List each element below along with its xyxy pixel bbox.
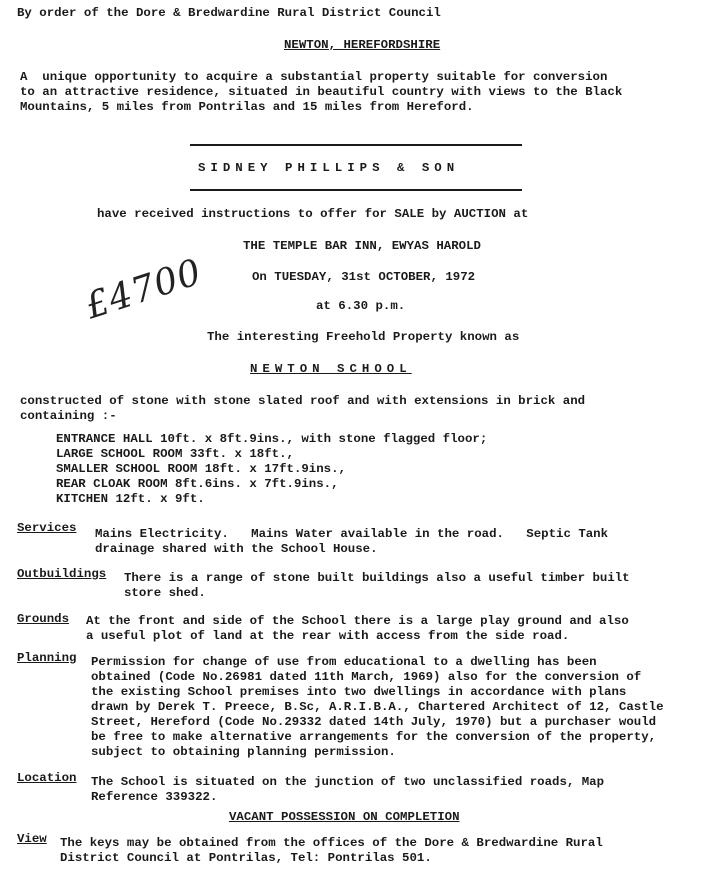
room-item: KITCHEN 12ft. x 9ft. (56, 492, 205, 506)
auction-date: On TUESDAY, 31st OCTOBER, 1972 (252, 270, 476, 284)
location-text (91, 775, 604, 805)
services-line: Mains Electricity. Mains Water available in the road. Septic Tank (95, 527, 609, 541)
grounds-line: At the front and side of the School there is a large play ground and also (86, 614, 629, 628)
auction-instructions: have received instructions to offer for SALE by AUCTION at (97, 207, 529, 221)
location-line: The School is situated on the junction of two unclassified roads, Map (91, 775, 605, 789)
planning-line: Street, Hereford (Code No.29332 dated 14th July, 1970) but a purchaser would (91, 715, 657, 729)
construction-line: constructed of stone with stone slated roof and with extensions in brick and (20, 394, 586, 408)
view-line: District Council at Pontrilas, Tel: Pontrilas 501. (60, 851, 432, 865)
location-label: Location (17, 771, 77, 785)
grounds-text (86, 614, 629, 644)
bottom-rule (190, 189, 522, 191)
services-line: drainage shared with the School House. (95, 542, 378, 556)
planning-line: the existing School premises into two dwellings in accordance with plans (91, 685, 627, 699)
view-label: View (17, 832, 47, 846)
services-text (95, 527, 608, 557)
planning-line: drawn by Derek T. Preece, B.Sc, A.R.I.B.A., Chartered Architect of 12, Castle (91, 700, 664, 714)
planning-line: be free to make alternative arrangements for the conversion of the property, (91, 730, 657, 744)
outbuildings-text (124, 571, 630, 601)
vacant-possession: VACANT POSSESSION ON COMPLETION (229, 810, 460, 824)
known-as-line: The interesting Freehold Property known as (207, 330, 520, 344)
outbuildings-label: Outbuildings (17, 567, 107, 581)
outbuildings-line: There is a range of stone built buildings also a useful timber built (124, 571, 630, 585)
grounds-label: Grounds (17, 612, 70, 626)
planning-label: Planning (17, 651, 77, 665)
room-item: REAR CLOAK ROOM 8ft.6ins. x 7ft.9ins., (56, 477, 339, 491)
planning-line: subject to obtaining planning permission. (91, 745, 396, 759)
construction-paragraph (20, 394, 585, 424)
auction-venue: THE TEMPLE BAR INN, EWYAS HAROLD (243, 239, 481, 253)
planning-line: obtained (Code No.26981 dated 11th March, 1969) also for the conversion of (91, 670, 642, 684)
top-rule (190, 144, 522, 146)
intro-line: A unique opportunity to acquire a substantial property suitable for conversion (20, 70, 608, 84)
intro-paragraph (20, 70, 622, 115)
room-item: ENTRANCE HALL 10ft. x 8ft.9ins., with stone flagged floor; (56, 432, 488, 446)
intro-line: Mountains, 5 miles from Pontrilas and 15 miles from Hereford. (20, 100, 474, 114)
view-line: The keys may be obtained from the offices of the Dore & Bredwardine Rural (60, 836, 603, 850)
room-item: SMALLER SCHOOL ROOM 18ft. x 17ft.9ins., (56, 462, 346, 476)
room-item: LARGE SCHOOL ROOM 33ft. x 18ft., (56, 447, 294, 461)
agent-name: SIDNEY PHILLIPS & SON (198, 161, 460, 175)
construction-line: containing :- (20, 409, 117, 423)
view-text (60, 836, 603, 866)
property-name: NEWTON SCHOOL (250, 362, 412, 376)
planning-text (91, 655, 664, 760)
location-line: Reference 339322. (91, 790, 218, 804)
room-list (56, 432, 487, 507)
order-line: By order of the Dore & Bredwardine Rural District Council (17, 6, 441, 20)
location-heading: NEWTON, HEREFORDSHIRE (284, 38, 441, 52)
services-label: Services (17, 521, 77, 535)
intro-line: to an attractive residence, situated in beautiful country with views to the Black (20, 85, 623, 99)
outbuildings-line: store shed. (124, 586, 206, 600)
handwritten-price: £4700 (80, 251, 207, 328)
auction-time: at 6.30 p.m. (316, 299, 406, 313)
planning-line: Permission for change of use from educational to a dwelling has been (91, 655, 597, 669)
grounds-line: a useful plot of land at the rear with access from the side road. (86, 629, 570, 643)
